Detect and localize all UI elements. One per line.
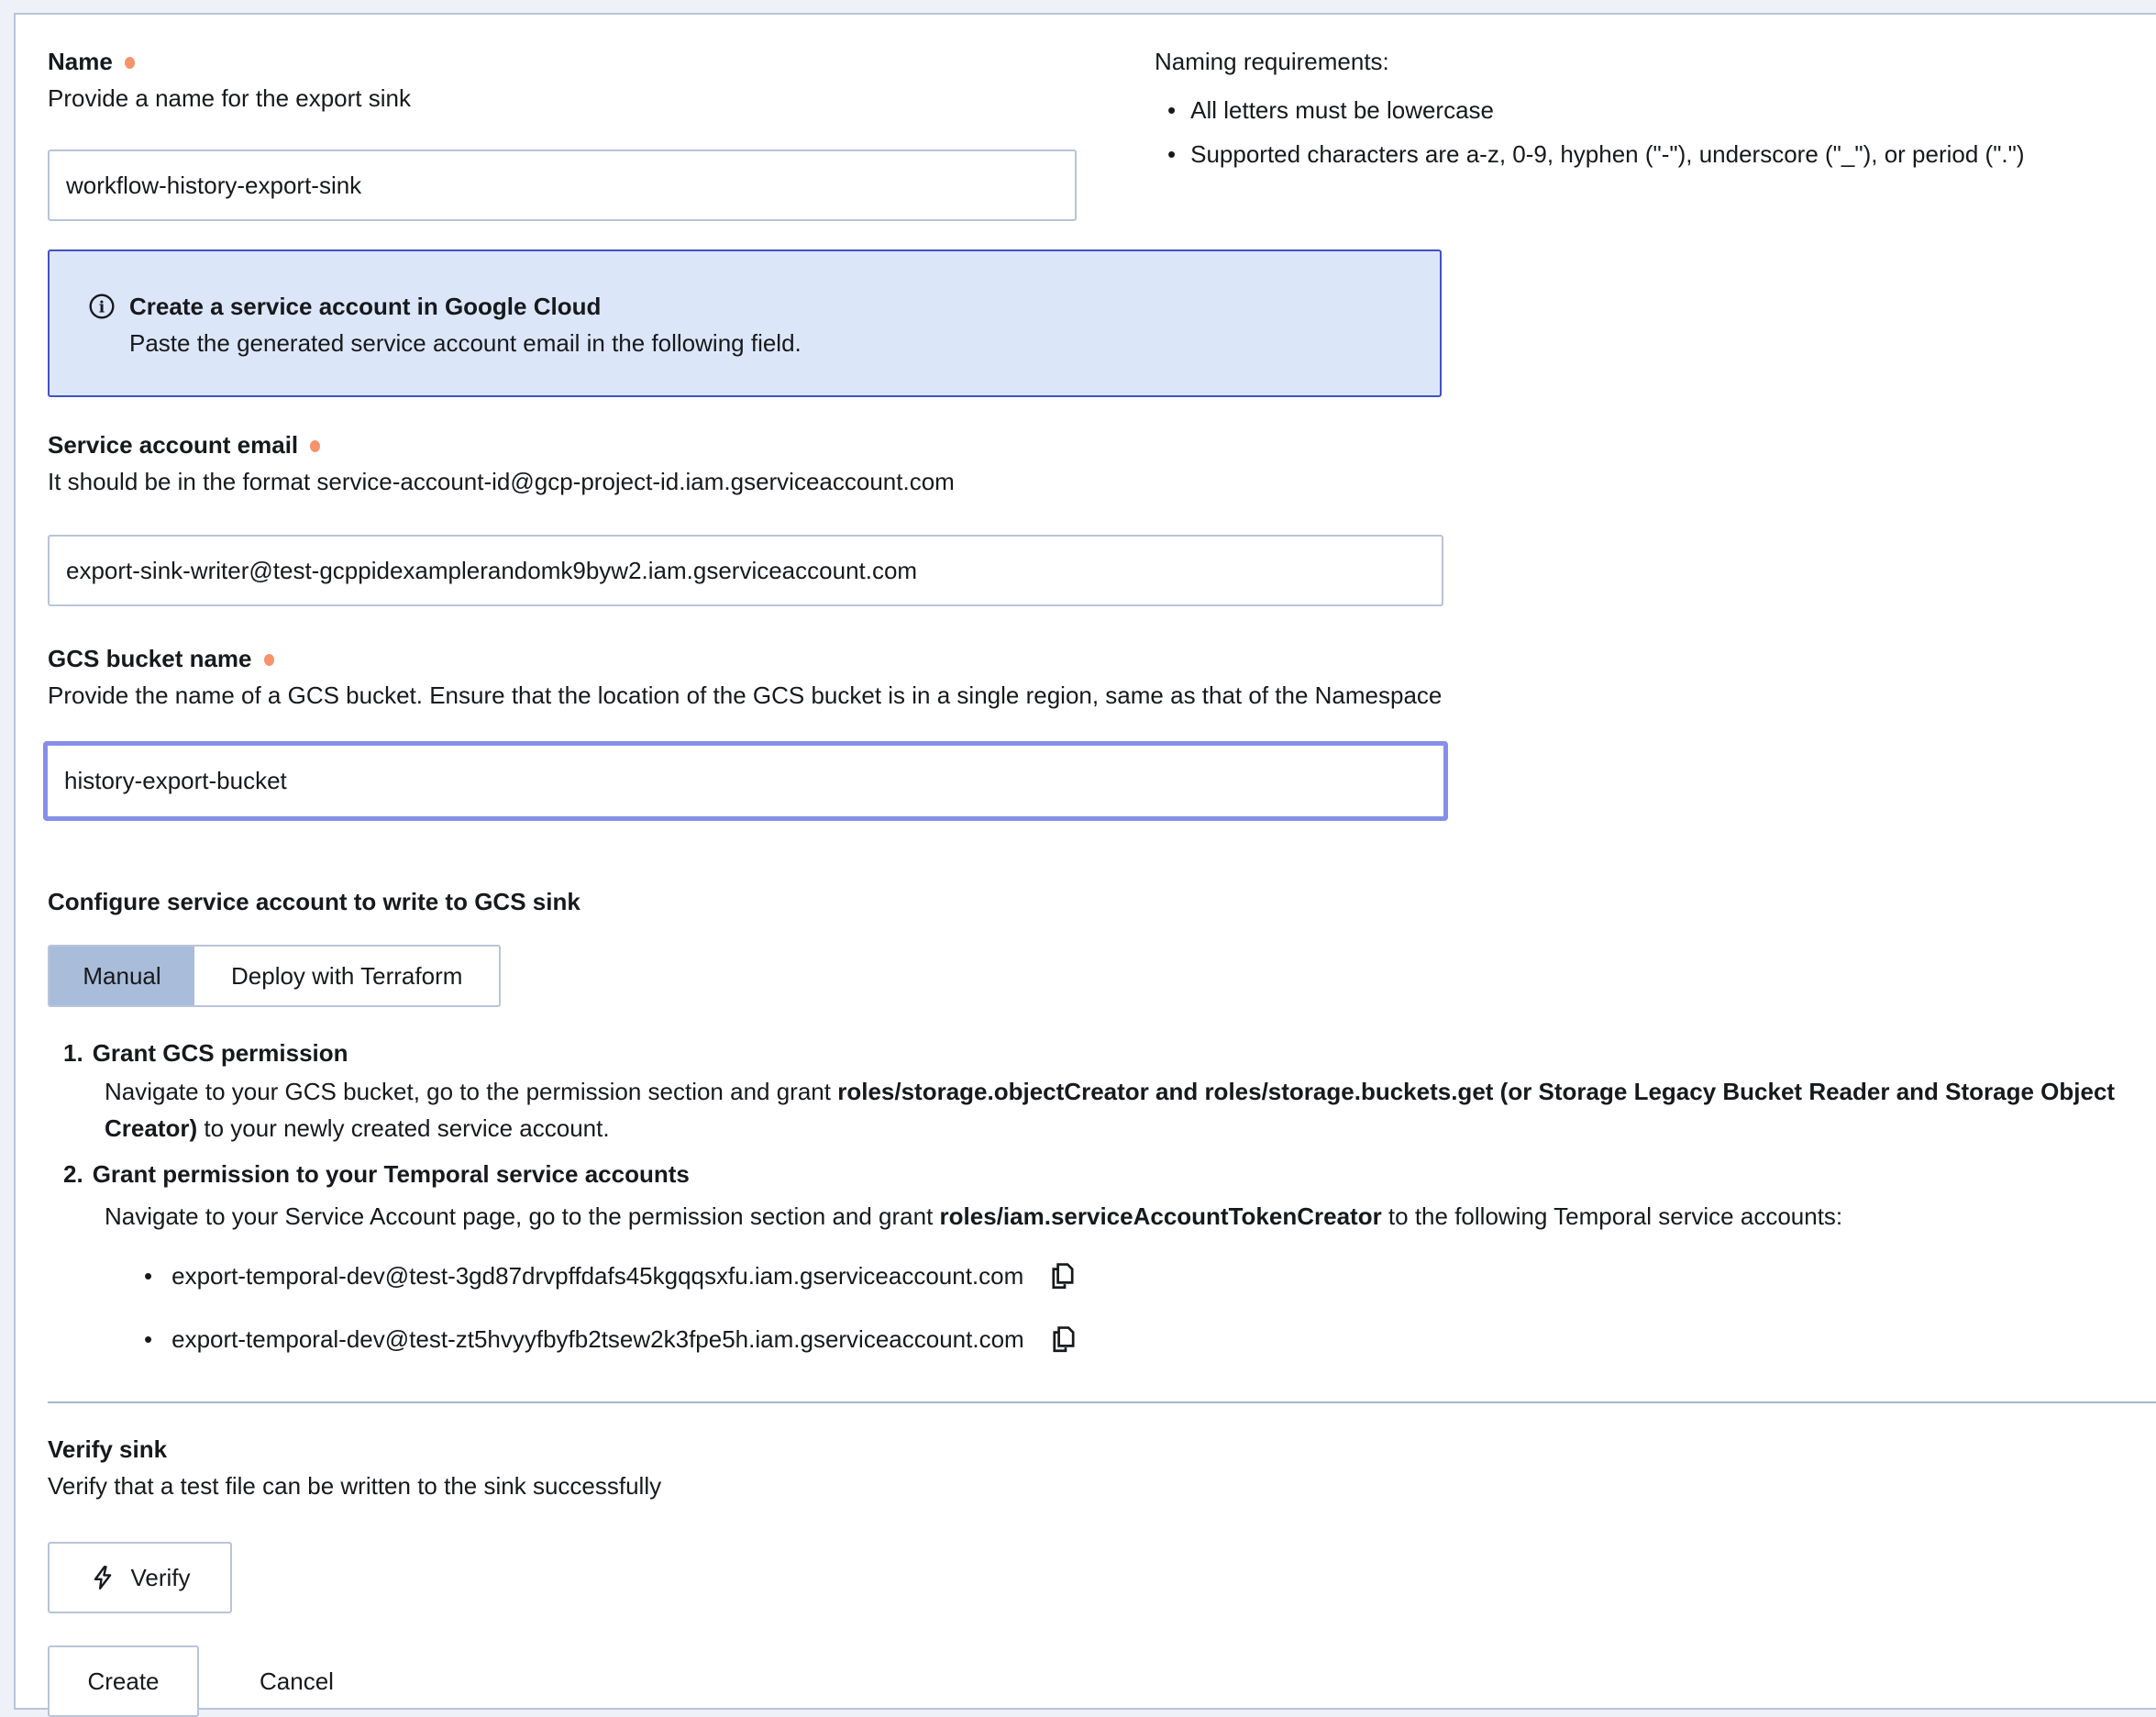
copy-icon[interactable] [1046, 1324, 1078, 1355]
gcs-bucket-label: GCS bucket name [48, 645, 252, 672]
export-sink-form-card [14, 13, 2156, 1710]
bullet-icon: • [1167, 96, 1177, 124]
configure-tabs [48, 945, 501, 1007]
create-button-label: Create [87, 1667, 160, 1695]
gcs-bucket-label-row [48, 640, 2156, 677]
naming-requirements-title: Naming requirements: [1155, 48, 1389, 75]
service-account-input-wrap [48, 535, 1443, 606]
gcs-bucket-description: Provide the name of a GCS bucket. Ensure that the location of the GCS bucket is in a single region, same as that of the Namespace [48, 681, 1443, 709]
info-box-description: Paste the generated service account email in the following field. [129, 329, 802, 357]
list-item [144, 1257, 2156, 1294]
verify-button[interactable] [48, 1542, 232, 1613]
create-button[interactable] [48, 1645, 199, 1717]
name-label: Name [48, 48, 113, 75]
gcs-bucket-input-wrap-focused [43, 741, 1448, 821]
step-1-title-row [63, 1035, 2156, 1071]
required-dot-icon [125, 57, 135, 69]
verify-sink-description: Verify that a test file can be written to the sink successfully [48, 1472, 662, 1500]
bullet-icon: • [1167, 140, 1177, 168]
svg-text:i: i [98, 298, 105, 317]
temporal-service-accounts-list [144, 1257, 2156, 1357]
name-description: Provide a name for the export sink [48, 84, 411, 112]
list-item [144, 1321, 2156, 1357]
cancel-button[interactable] [260, 1663, 334, 1700]
verify-button-label: Verify [130, 1564, 191, 1591]
step-2-title-row [63, 1156, 2156, 1192]
info-circle-icon [88, 293, 116, 330]
service-account-info-box [48, 249, 1442, 397]
bullet-icon: • [144, 1262, 153, 1290]
info-box-title: Create a service account in Google Cloud [129, 293, 602, 320]
service-account-label-row [48, 426, 2156, 463]
tab-deploy-with-terraform[interactable]: Deploy with Terraform [194, 947, 499, 1005]
bullet-icon: • [144, 1325, 153, 1353]
step-2-title: Grant permission to your Temporal service accounts [92, 1160, 690, 1188]
name-input[interactable] [50, 151, 1075, 219]
naming-requirement-item: • All letters must be lowercase [1167, 92, 2156, 128]
service-account-description: It should be in the format service-account-id@gcp-project-id.iam.gserviceaccount.com [48, 468, 955, 495]
name-row [48, 43, 2156, 221]
form-actions [48, 1645, 2156, 1717]
temporal-service-account-email: export-temporal-dev@test-3gd87drvpffdafs45kgqqsxfu.iam.gserviceaccount.com [171, 1262, 1024, 1290]
step-1-instructions: Navigate to your GCS bucket, go to the permission section and grant roles/storage.objectCreator and roles/storage.buckets.get (or Storage Legacy Bucket Reader and Storage Object Creator) to your newly created service account. [105, 1078, 2116, 1142]
required-dot-icon [310, 440, 320, 452]
naming-requirement-item: • Supported characters are a-z, 0-9, hyphen ("-"), underscore ("_"), or period (".") [1167, 136, 2156, 172]
cancel-button-label: Cancel [260, 1667, 334, 1695]
service-account-input[interactable] [50, 537, 1442, 604]
name-label-row [48, 43, 1077, 80]
service-account-label: Service account email [48, 431, 299, 459]
step-2-instructions: Navigate to your Service Account page, go to the permission section and grant roles/iam.serviceAccountTokenCreator to the following Temporal service accounts: [105, 1202, 1843, 1230]
verify-sink-heading: Verify sink [48, 1435, 168, 1463]
temporal-service-account-email: export-temporal-dev@test-zt5hvyyfbyfb2tsew2k3fpe5h.iam.gserviceaccount.com [171, 1325, 1024, 1353]
section-divider [48, 1401, 2156, 1403]
naming-requirements [1155, 43, 2156, 221]
step-number: 1. [63, 1039, 83, 1067]
gcs-bucket-input[interactable] [48, 746, 1443, 816]
copy-icon[interactable] [1045, 1260, 1077, 1291]
name-input-wrap [48, 150, 1077, 221]
tab-manual[interactable]: Manual [50, 947, 194, 1005]
step-1-title: Grant GCS permission [92, 1039, 348, 1067]
required-dot-icon [264, 654, 274, 666]
configure-heading: Configure service account to write to GCS sink [48, 888, 580, 915]
step-number: 2. [63, 1160, 83, 1188]
lightning-bolt-icon [89, 1564, 116, 1591]
